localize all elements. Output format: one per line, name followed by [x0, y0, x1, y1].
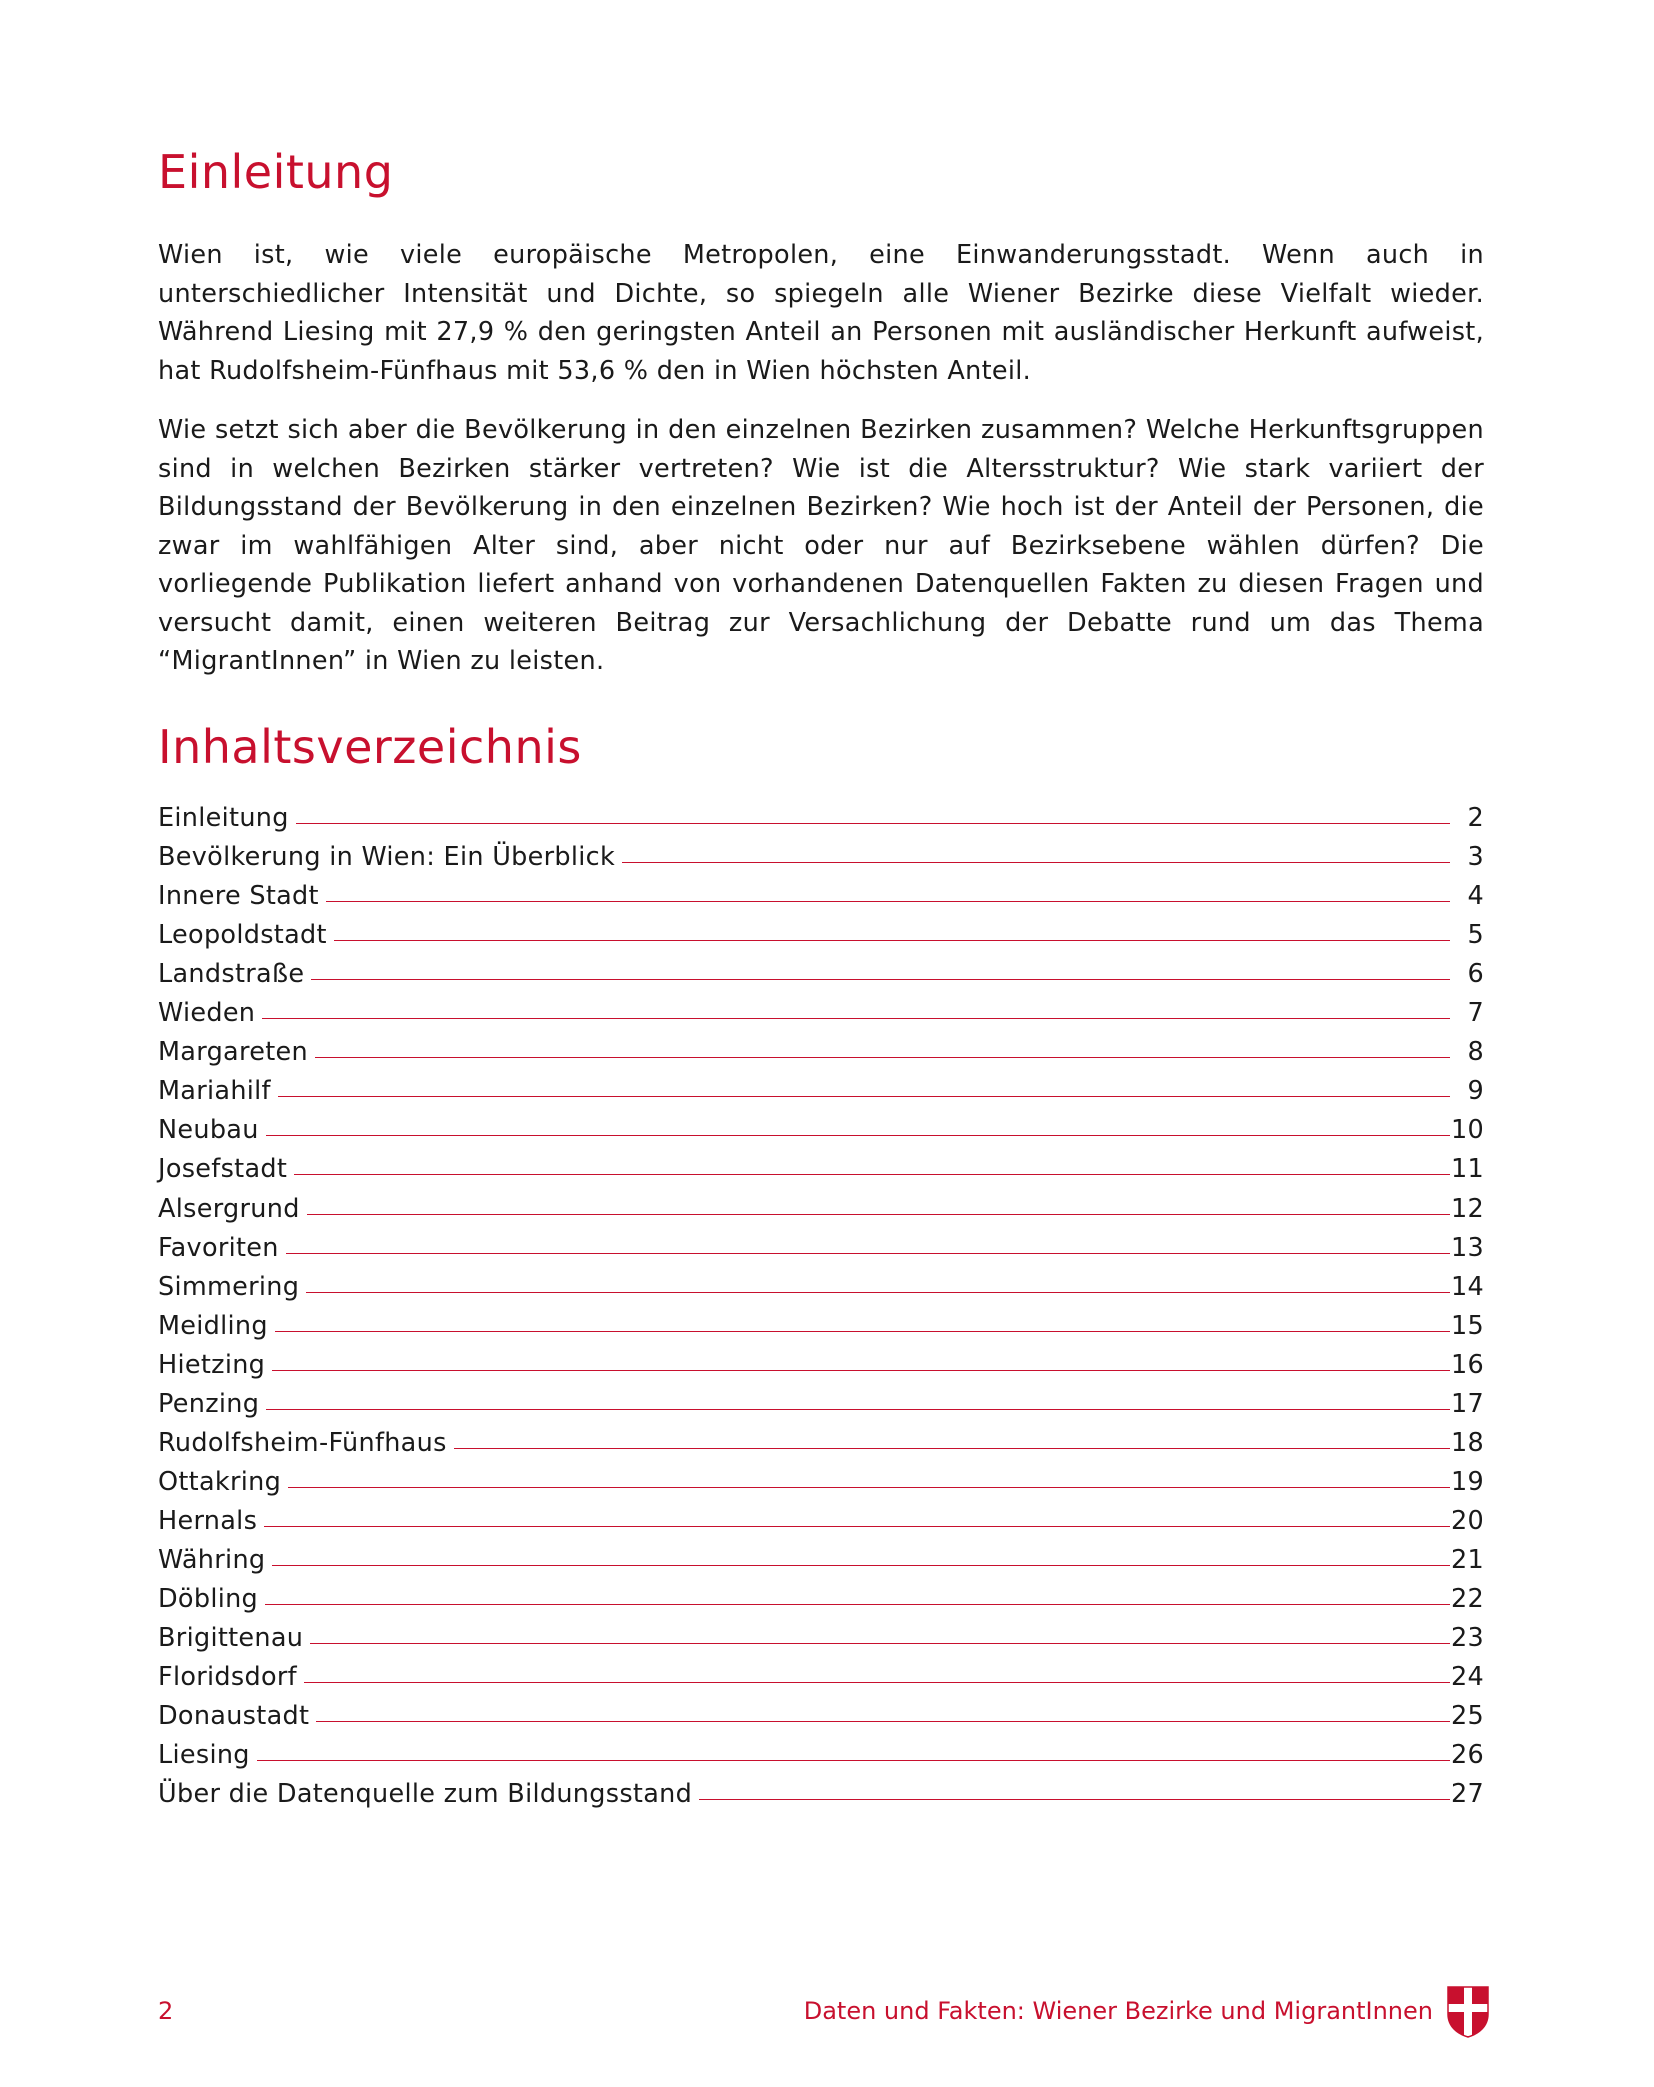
toc-entry-page: 14	[1450, 1271, 1484, 1302]
toc-entry-page: 17	[1450, 1388, 1484, 1419]
toc-entry-label: Hietzing	[158, 1349, 266, 1380]
intro-body	[158, 236, 1484, 702]
vienna-coat-of-arms-icon	[1447, 1986, 1489, 2038]
toc-entry[interactable]	[158, 1575, 1484, 1614]
toc-entry-page: 26	[1450, 1740, 1484, 1771]
toc-leader-line	[288, 1487, 1450, 1488]
toc-leader-line	[454, 1448, 1450, 1449]
toc-leader-line	[307, 1214, 1450, 1215]
toc-entry-page: 10	[1450, 1115, 1484, 1146]
toc-entry-page: 5	[1467, 920, 1484, 951]
toc-entry-page: 2	[1467, 803, 1484, 834]
toc-entry-label: Bevölkerung in Wien: Ein Überblick	[158, 842, 616, 873]
toc-entry-label: Döbling	[158, 1583, 259, 1614]
toc-entry-page: 9	[1467, 1076, 1484, 1107]
toc-entry-label: Leopoldstadt	[158, 920, 327, 951]
toc-entry[interactable]	[158, 1263, 1484, 1302]
toc-entry-page: 27	[1450, 1779, 1484, 1810]
toc-entry-page: 23	[1450, 1623, 1484, 1654]
toc-entry[interactable]	[158, 1770, 1484, 1809]
footer-publication-title: Daten und Fakten: Wiener Bezirke und MigrantInnen	[803, 1997, 1433, 2025]
toc-entry[interactable]	[158, 989, 1484, 1028]
toc-entry-label: Floridsdorf	[158, 1662, 297, 1693]
intro-paragraph-2: Wie setzt sich aber die Bevölkerung in den einzelnen Bezirken zusammen? Welche Herkunftsgruppen sind in welchen Bezirken stärker vertreten? Wie ist die Altersstruktur? Wie stark variiert der Bildungsstand der Bevölkerung in den einzelnen Bezirken? Wie hoch ist der Anteil der Personen, die zwar im wahlfähigen Alter sind, aber nicht oder nur auf Bezirksebene wählen dürfen? Die vorliegende Publikation liefert anhand von vorhandenen Datenquellen Fakten zu diesen Fragen und versucht damit, einen weiteren Beitrag zur Versachlichung der Debatte rund um das Thema “MigrantInnen” in Wien zu leisten.	[158, 415, 1484, 676]
toc-entry[interactable]	[158, 1184, 1484, 1223]
toc-leader-line	[310, 1643, 1450, 1644]
toc-entry-label: Margareten	[158, 1037, 308, 1068]
footer-page-number: 2	[158, 1997, 174, 2025]
toc-entry-page: 11	[1450, 1154, 1484, 1185]
toc-entry[interactable]	[158, 1302, 1484, 1341]
toc-leader-line	[266, 1135, 1450, 1136]
toc-entry-label: Donaustadt	[158, 1701, 310, 1732]
toc-entry-label: Mariahilf	[158, 1076, 271, 1107]
toc-entry[interactable]	[158, 1067, 1484, 1106]
toc-entry-page: 19	[1450, 1466, 1484, 1497]
toc-leader-line	[316, 1721, 1450, 1722]
toc-leader-line	[264, 1526, 1450, 1527]
toc-entry-label: Simmering	[158, 1271, 300, 1302]
toc-entry[interactable]	[158, 950, 1484, 989]
toc-entry-page: 13	[1450, 1232, 1484, 1263]
toc-entry-label: Rudolfsheim-Fünfhaus	[158, 1427, 447, 1458]
toc-entry-page: 3	[1467, 842, 1484, 873]
toc-entry-label: Meidling	[158, 1310, 268, 1341]
toc-leader-line	[272, 1565, 1450, 1566]
toc-entry-page: 25	[1450, 1701, 1484, 1732]
toc-entry-label: Neubau	[158, 1115, 259, 1146]
toc-entry-label: Ottakring	[158, 1466, 282, 1497]
toc-entry[interactable]	[158, 1653, 1484, 1692]
toc-leader-line	[622, 862, 1450, 863]
toc-entry[interactable]	[158, 1419, 1484, 1458]
toc-entry-label: Wieden	[158, 998, 256, 1029]
toc-leader-line	[334, 940, 1450, 941]
intro-paragraph-1: Wien ist, wie viele europäische Metropolen, eine Einwanderungsstadt. Wenn auch in unterschiedlicher Intensität und Dichte, so spiegeln alle Wiener Bezirke diese Vielfalt wieder. Während Liesing mit 27,9 % den geringsten Anteil an Personen mit ausländischer Herkunft aufweist, hat Rudolfsheim-Fünfhaus mit 53,6 % den in Wien höchsten Anteil.	[158, 240, 1484, 386]
toc-leader-line	[262, 1018, 1450, 1019]
toc-entry[interactable]	[158, 794, 1484, 833]
toc-entry-page: 22	[1450, 1583, 1484, 1614]
toc-entry[interactable]	[158, 1145, 1484, 1184]
toc-leader-line	[699, 1799, 1450, 1800]
toc-entry-page: 7	[1467, 998, 1484, 1029]
table-of-contents	[158, 794, 1484, 1809]
toc-leader-line	[315, 1057, 1450, 1058]
toc-leader-line	[294, 1174, 1450, 1175]
toc-entry-label: Alsergrund	[158, 1193, 300, 1224]
toc-entry-label: Brigittenau	[158, 1623, 304, 1654]
toc-entry-label: Währing	[158, 1544, 266, 1575]
toc-entry-page: 8	[1467, 1037, 1484, 1068]
toc-entry-page: 4	[1467, 881, 1484, 912]
toc-entry[interactable]	[158, 1692, 1484, 1731]
toc-leader-line	[311, 979, 1450, 980]
toc-entry-page: 15	[1450, 1310, 1484, 1341]
toc-entry[interactable]	[158, 872, 1484, 911]
toc-entry-label: Einleitung	[158, 803, 289, 834]
toc-entry[interactable]	[158, 1731, 1484, 1770]
toc-leader-line	[278, 1096, 1450, 1097]
toc-entry-label: Penzing	[158, 1388, 260, 1419]
toc-entry-page: 21	[1450, 1544, 1484, 1575]
toc-leader-line	[326, 901, 1450, 902]
toc-leader-line	[286, 1253, 1450, 1254]
toc-entry-label: Favoriten	[158, 1232, 279, 1263]
toc-entry[interactable]	[158, 833, 1484, 872]
toc-entry-page: 16	[1450, 1349, 1484, 1380]
toc-leader-line	[265, 1604, 1450, 1605]
toc-entry[interactable]	[158, 1106, 1484, 1145]
toc-entry[interactable]	[158, 1614, 1484, 1653]
toc-entry-label: Josefstadt	[158, 1154, 288, 1185]
toc-entry-page: 12	[1450, 1193, 1484, 1224]
toc-entry[interactable]	[158, 1497, 1484, 1536]
toc-entry[interactable]	[158, 1224, 1484, 1263]
toc-leader-line	[304, 1682, 1450, 1683]
toc-entry[interactable]	[158, 1028, 1484, 1067]
toc-leader-line	[296, 823, 1450, 824]
toc-entry-label: Über die Datenquelle zum Bildungsstand	[158, 1779, 693, 1810]
toc-entry-label: Landstraße	[158, 959, 305, 990]
toc-leader-line	[272, 1370, 1450, 1371]
toc-entry-page: 24	[1450, 1662, 1484, 1693]
toc-entry-page: 20	[1450, 1505, 1484, 1536]
toc-entry[interactable]	[158, 1380, 1484, 1419]
toc-entry-page: 6	[1467, 959, 1484, 990]
toc-entry-label: Innere Stadt	[158, 881, 319, 912]
toc-entry[interactable]	[158, 911, 1484, 950]
toc-entry[interactable]	[158, 1458, 1484, 1497]
toc-entry[interactable]	[158, 1341, 1484, 1380]
intro-heading: Einleitung	[158, 145, 394, 199]
toc-leader-line	[257, 1760, 1450, 1761]
toc-leader-line	[275, 1331, 1450, 1332]
toc-leader-line	[266, 1409, 1450, 1410]
toc-entry-label: Liesing	[158, 1740, 250, 1771]
toc-leader-line	[306, 1292, 1450, 1293]
toc-entry-page: 18	[1450, 1427, 1484, 1458]
toc-entry-label: Hernals	[158, 1505, 258, 1536]
toc-heading: Inhaltsverzeichnis	[158, 720, 582, 774]
toc-entry[interactable]	[158, 1536, 1484, 1575]
